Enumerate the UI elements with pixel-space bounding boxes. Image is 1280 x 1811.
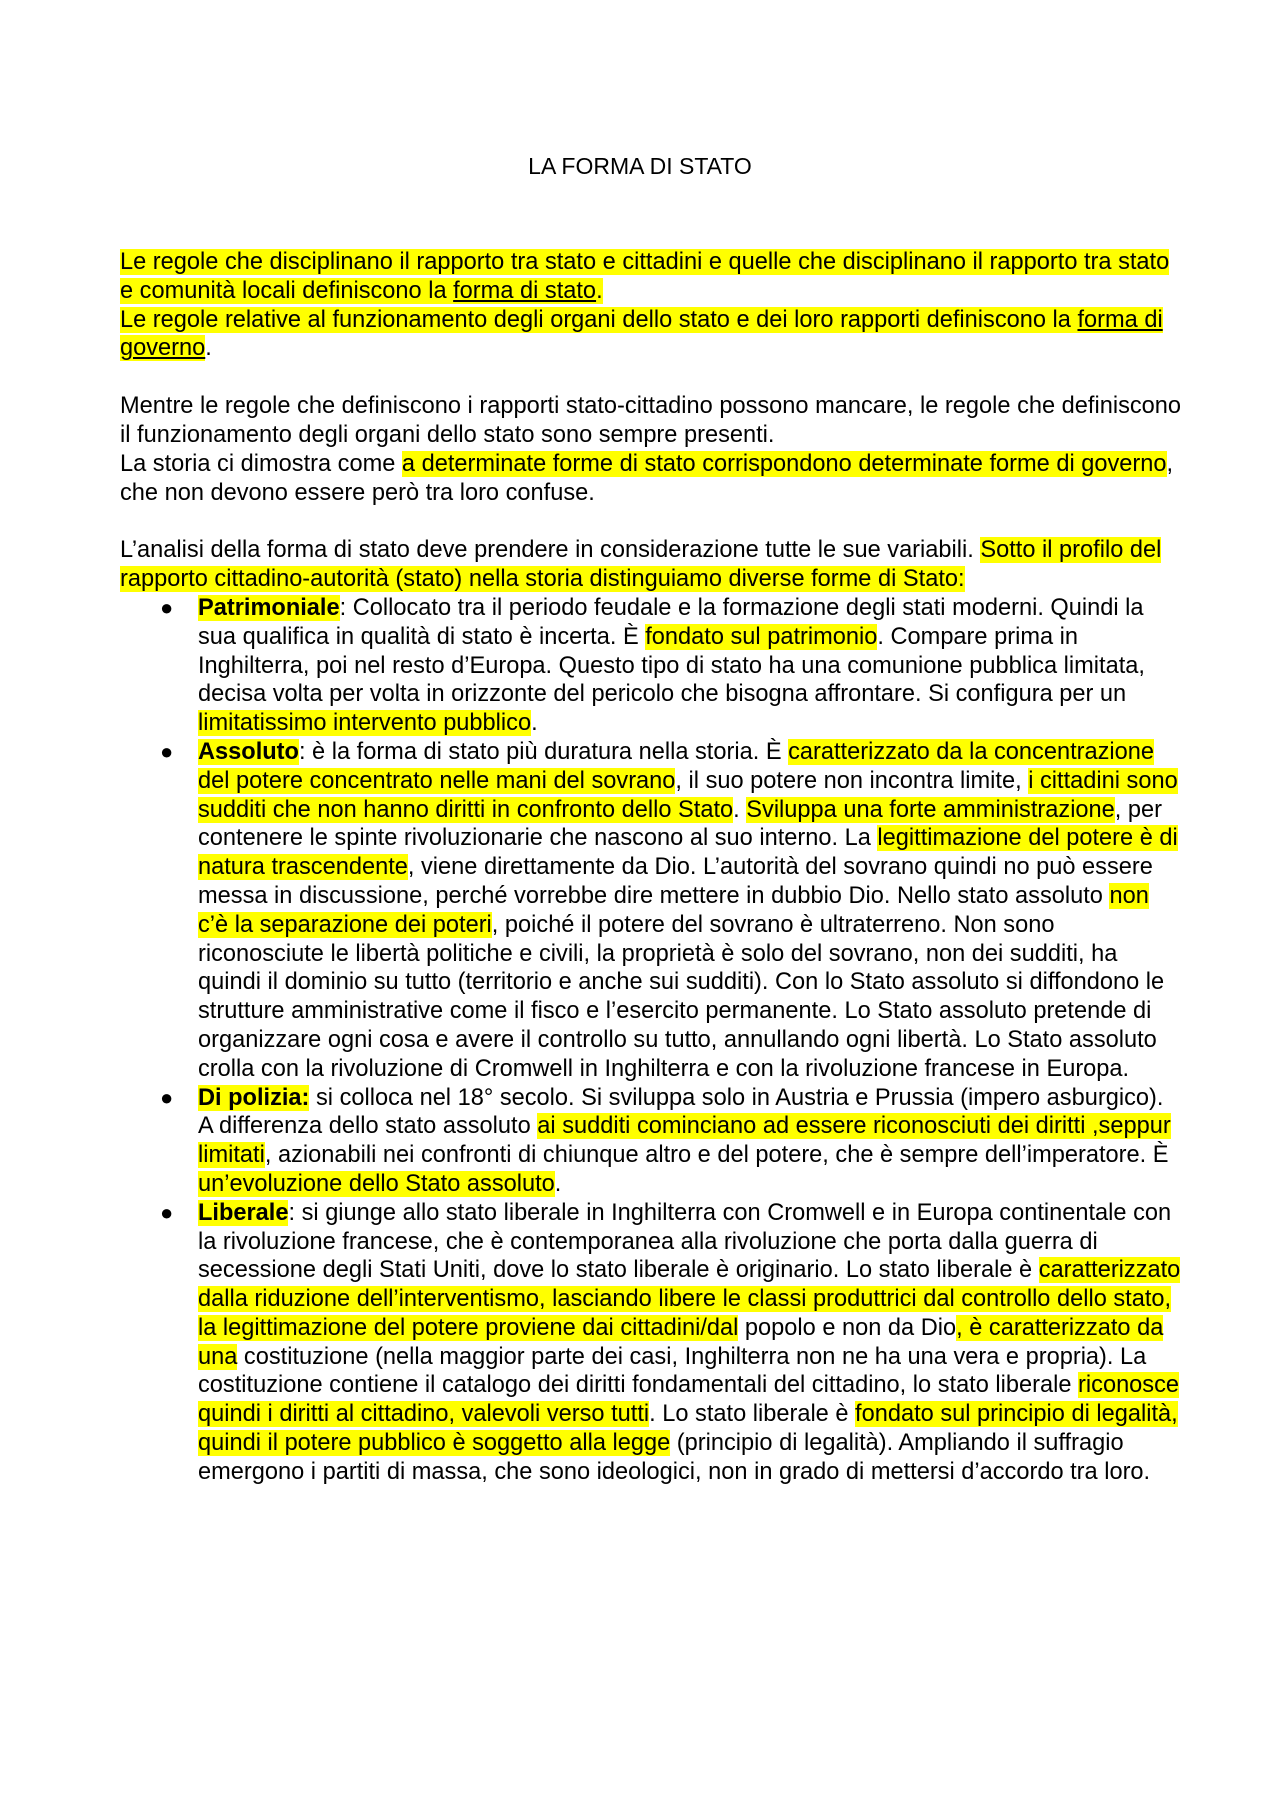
list-item-liberale: ● Liberale: si giunge allo stato liberale in Inghilterra con Cromwell e in Europa continentale con la rivoluzione francese, che è contemporanea alla rivoluzione che porta dalla guerra di secessione degli Stati Uniti, dove lo stato liberale è originario. Lo stato liberale è caratterizzato dalla riduzione dell’interventismo, lasciando libere le classi produttrici dal controllo dello stato, la legittimazione del potere proviene dai cittadini/dal popolo e non da Dio, è caratterizzato da una costituzione (nella maggior parte dei casi, Inghilterra non ne ha una vera e propria). La costituzione contiene il catalogo dei diritti fondamentali del cittadino, lo stato liberale riconosce quindi i diritti al cittadino, valevoli verso tutti. Lo stato liberale è fondato sul principio di legalità, quindi il potere pubblico è soggetto alla legge (principio di legalità). Ampliando il suffragio emergono i partiti di massa, che sono ideologici, non in grado di mettersi d’accordo tra loro. [160, 1199, 1181, 1485]
highlight: ai sudditi cominciano ad essere riconosciuti dei diritti ,seppur limitati [198, 1113, 1171, 1169]
list-item-assoluto: ● Assoluto: è la forma di stato più duratura nella storia. È caratterizzato da la concentrazione del potere concentrato nelle mani del sovrano, il suo potere non incontra limite, i cittadini sono sudditi che non hanno diritti in confronto dello Stato. Sviluppa una forte amministrazione, per contenere le spinte rivoluzionarie che nascono al suo interno. La legittimazione del potere è di natura trascendente, viene direttamente da Dio. L’autorità del sovrano quindi no può essere messa in discussione, perché vorrebbe dire mettere in dubbio Dio. Nello stato assoluto non c’è la separazione dei poteri, poiché il potere del sovrano è ultraterreno. Non sono riconosciute le libertà politiche e civili, la proprietà è solo del sovrano, non dei sudditi, ha quindi il dominio su tutto (territorio e anche sui sudditi). Con lo Stato assoluto si diffondono le strutture amministrative come il fisco e l’esercito permanente. Lo Stato assoluto pretende di organizzare ogni cosa e avere il controllo su tutto, annullando ogni libertà. Lo Stato assoluto crolla con la rivoluzione di Cromwell in Inghilterra e con la rivoluzione francese in Europa. [160, 738, 1178, 1082]
term-di-polizia: Di polizia: [198, 1084, 310, 1111]
term-assoluto: Assoluto [198, 738, 299, 765]
highlight: non c’è la separazione dei poteri [198, 882, 1149, 938]
highlight: Sviluppa una forte amministrazione [746, 796, 1115, 823]
list-item-polizia: ● Di polizia: si colloca nel 18° secolo. Si sviluppa solo in Austria e Prussia (impero asburgico). A differenza dello stato assoluto ai sudditi cominciano ad essere riconosciuti dei diritti ,seppur limitati, azionabili nei confronti di chiunque altro e del potere, che è sempre dell’imperatore. È un’evoluzione dello Stato assoluto. [160, 1084, 1171, 1197]
document-body [120, 248, 1182, 1487]
highlight: Le regole che disciplinano il rapporto tra stato e cittadini e quelle che disciplinano il rapporto tra stato e comunità locali definiscono la forma di stato. [120, 249, 1170, 304]
highlight: caratterizzato da la concentrazione del potere concentrato nelle mani del sovrano [198, 738, 1155, 794]
list-item-patrimoniale: ● Patrimoniale: Collocato tra il periodo feudale e la formazione degli stati moderni. Quindi la sua qualifica in qualità di stato è incerta. È fondato sul patrimonio. Compare prima in Inghilterra, poi nel resto d’Europa. Questo tipo di stato ha una comunione pubblica limitata, decisa volta per volta in orizzonte del pericolo che bisogna affrontare. Si configura per un limitatissimo intervento pubblico. [160, 594, 1145, 737]
highlight: a determinate forme di stato corrispondono determinate forme di governo [401, 450, 1167, 477]
intro-paragraph-2: Le regole relative al funzionamento degli organi dello stato e dei loro rapporti definiscono la forma di governo. [120, 306, 1163, 362]
paragraph-rules: Mentre le regole che definiscono i rapporti stato-cittadino possono mancare, le regole che definiscono il funzionamento degli organi dello stato sono sempre presenti. [120, 393, 1182, 448]
highlight: Le regole relative al funzionamento degli organi dello stato e dei loro rapporti definiscono la forma di governo [120, 306, 1163, 362]
highlight: un’evoluzione dello Stato assoluto [198, 1170, 555, 1197]
highlight: legittimazione del potere è di natura trascendente [198, 825, 1178, 881]
highlight: caratterizzato dalla riduzione dell’interventismo, lasciando libere le classi produttrici dal controllo dello stato, la legittimazione del potere proviene dai cittadini/dal [198, 1257, 1181, 1341]
term-forma-di-stato: forma di stato [453, 277, 597, 304]
highlight: riconosce quindi i diritti al cittadino, valevoli verso tutti [198, 1372, 1180, 1428]
highlight: fondato sul principio di legalità, quindi il potere pubblico è soggetto alla legge [198, 1401, 1178, 1457]
bullet-icon: ● [160, 1199, 174, 1225]
term-liberale: Liberale [198, 1199, 289, 1226]
highlight: , è caratterizzato da una [198, 1314, 1164, 1370]
bullet-icon: ● [160, 1084, 174, 1110]
highlight: fondato sul patrimonio [645, 623, 878, 650]
bullet-icon: ● [160, 594, 174, 620]
highlight: i cittadini sono sudditi che non hanno diritti in confronto dello Stato [198, 767, 1178, 823]
paragraph-analysis: L’analisi della forma di stato deve prendere in considerazione tutte le sue variabili. Sotto il profilo del rapporto cittadino-autorità (stato) nella storia distinguiamo diverse forme di Stato: [120, 537, 1162, 593]
term-forma-di-governo: forma di governo [120, 306, 1163, 362]
page-title: LA FORMA DI STATO [528, 153, 752, 179]
highlight: limitatissimo intervento pubblico [198, 710, 532, 737]
term-patrimoniale: Patrimoniale [198, 594, 340, 621]
highlight: Sotto il profilo del rapporto cittadino-autorità (stato) nella storia distinguiamo diverse forme di Stato: [120, 537, 1162, 593]
paragraph-history: La storia ci dimostra come a determinate forme di stato corrispondono determinate forme di governo, che non devono essere però tra loro confuse. [120, 450, 1174, 506]
intro-paragraph-1 [120, 248, 1182, 306]
forms-list [120, 594, 1182, 1487]
bullet-icon: ● [160, 738, 174, 764]
